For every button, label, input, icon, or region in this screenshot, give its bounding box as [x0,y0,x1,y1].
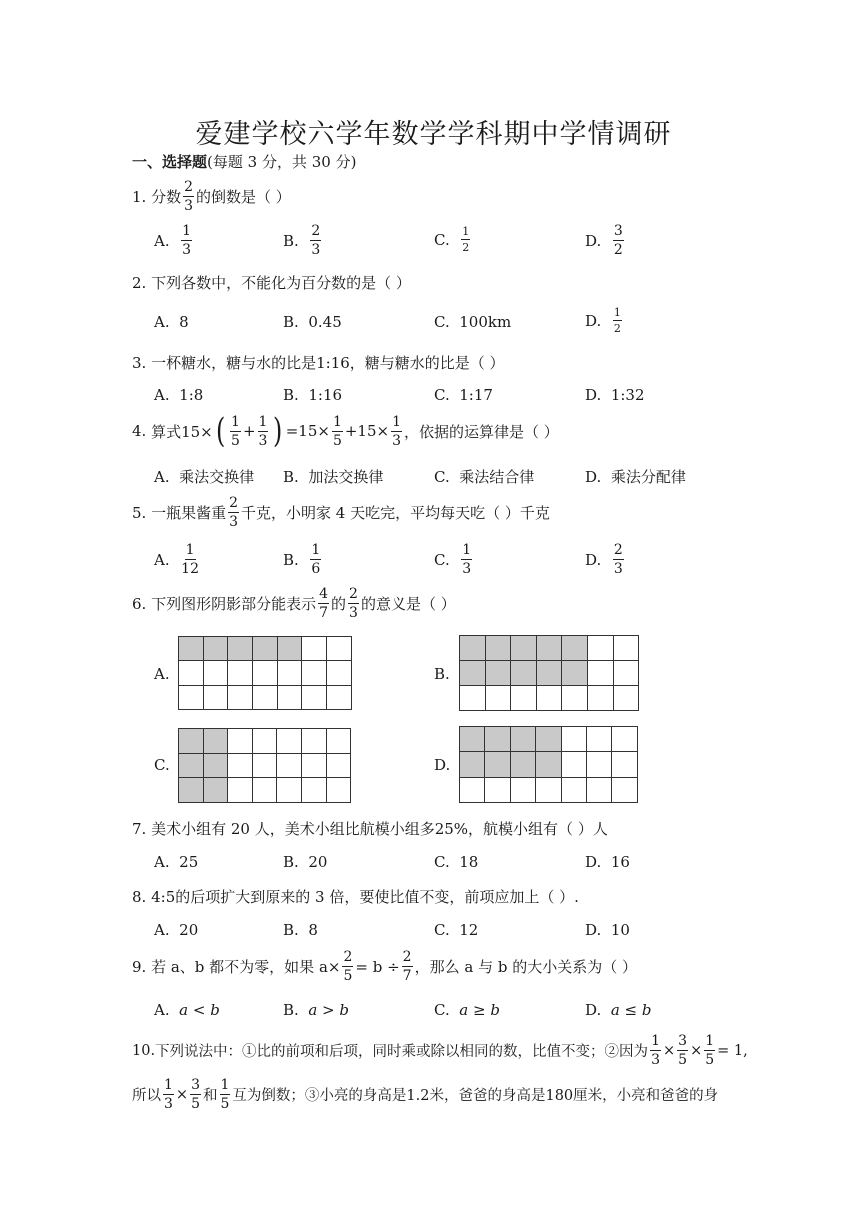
grid-cell [179,686,204,710]
section-note: (每题 3 分，共 30 分) [207,153,357,171]
option-c[interactable]: C. $\frac{1}{2}$ [434,225,470,254]
option-a[interactable]: A. [154,665,170,683]
shaded-cell [204,637,229,661]
left-paren: ( [215,411,226,451]
question-text: 4:5的后项扩大到原来的 3 倍，要使比值不变，前项应加上（ ）. [151,888,579,906]
question-text: 下列各数中，不能化为百分数的是（ ） [151,274,411,292]
grid-cell [536,778,561,803]
shaded-cell [486,661,512,686]
question-text: 分数 [151,188,182,206]
question-text: 若 a、b 都不为零，如果 a× [151,958,341,976]
question-6: 6. 下列图形阴影部分能表示 $\frac{4}{7}$ 的 $\frac{2}{3}$ 的意义是（ ） [132,586,456,621]
option-b[interactable]: B. $\frac{2}{3}$ [283,223,321,258]
fraction: $\frac{2}{3}$ [184,179,194,214]
option-c[interactable]: C. 18 [434,853,479,871]
shaded-cell [485,727,510,752]
grid-cell [327,661,352,685]
option-b[interactable]: B. 加法交换律 [283,467,384,486]
shaded-cell [536,752,561,777]
grid-figure-d [459,726,638,803]
option-d[interactable]: D. [434,756,451,774]
grid-cell [587,752,612,777]
grid-cell [511,778,536,803]
shaded-cell [204,729,229,754]
grid-cell [278,686,303,710]
grid-cell [228,754,253,779]
grid-cell [253,754,278,779]
grid-cell [587,727,612,752]
grid-cell [253,729,278,754]
question-10: 10. 下列说法中：①比的前项和后项，同时乘或除以相同的数，比值不变；②因为 $\frac{1}{3}$ × $\frac{3}{5}$ × $\frac{1}{5}$ = 1, [132,1033,748,1068]
grid-cell [278,661,303,685]
question-7: 7. 美术小组有 20 人，美术小组比航模小组多25%，航模小组有（ ）人 [132,819,608,838]
grid-cell [302,778,327,803]
question-text: 下列图形阴影部分能表示 [151,595,317,613]
question-1 [132,180,291,213]
question-text: 一瓶果酱重 [151,504,227,522]
question-text: 一杯糖水，糖与水的比是1:16，糖与糖水的比是（ ） [151,354,505,372]
grid-cell [588,636,614,661]
option-d[interactable]: D. 16 [585,853,630,871]
grid-cell [277,729,302,754]
shaded-cell [460,661,486,686]
option-d[interactable]: D. $\frac{3}{2}$ [585,223,623,258]
grid-cell [327,637,352,661]
shaded-cell [253,637,278,661]
shaded-cell [460,636,486,661]
grid-cell [204,686,229,710]
grid-cell [614,686,640,711]
option-d[interactable]: D. 10 [585,921,630,939]
grid-cell [612,778,637,803]
grid-cell [588,661,614,686]
option-a[interactable]: A. 乘法交换律 [154,467,255,486]
grid-cell [302,729,327,754]
section-heading [132,151,356,172]
grid-cell [588,686,614,711]
grid-cell [460,686,486,711]
shaded-cell [511,752,536,777]
question-3: 3. 一杯糖水，糖与水的比是1:16，糖与糖水的比是（ ） [132,353,505,372]
grid-cell [327,729,352,754]
shaded-cell [562,661,588,686]
grid-cell [327,686,352,710]
shaded-cell [511,661,537,686]
grid-cell [612,752,637,777]
shaded-cell [537,636,563,661]
option-b[interactable]: B. 0.45 [283,313,342,331]
option-d[interactable]: D. a ≤ b [585,1001,652,1019]
shaded-cell [562,636,588,661]
shaded-cell [204,778,229,803]
grid-cell [562,686,588,711]
option-a[interactable]: A. a < b [154,1001,220,1019]
option-d[interactable]: D. $\frac{1}{2}$ [585,306,621,335]
grid-cell [327,778,352,803]
right-paren: ) [273,411,283,451]
question-text: ，依据的运算律是（ ） [404,422,559,441]
question-10-continued: 所以 $\frac{1}{3}$ × $\frac{3}{5}$ 和 $\frac{1}{5}$ 互为倒数；③小亮的身高是1.2米，爸爸的身高是180厘米，小亮和爸爸的身 [132,1077,719,1112]
question-number: 1. [132,187,147,206]
question-8: 8. 4:5的后项扩大到原来的 3 倍，要使比值不变，前项应加上（ ）. [132,887,579,906]
option-c[interactable]: C. [154,756,170,774]
option-c[interactable]: C. 1:17 [434,386,493,404]
option-d[interactable]: D. 乘法分配律 [585,467,686,486]
shaded-cell [511,636,537,661]
option-c[interactable]: C. a ≥ b [434,1001,500,1019]
grid-figure-a [178,636,352,710]
shaded-cell [179,754,204,779]
question-2: 2. 下列各数中，不能化为百分数的是（ ） [132,273,411,292]
grid-cell [612,727,637,752]
question-4: 4. 算式15× ( $\frac{1}{5}$ + $\frac{1}{3}$ ) =15× $\frac{1}{5}$ +15× $\frac{1}{3}$ ，依据的运算律是（ ） [132,411,559,451]
question-text: 算式15× [151,422,213,441]
option-c[interactable]: C. $\frac{1}{3}$ [434,542,472,577]
option-a[interactable]: A. $\frac{1}{3}$ [154,223,192,258]
shaded-cell [537,661,563,686]
question-text: 的意义是（ ） [360,595,456,613]
option-b[interactable]: B. 8 [283,921,318,939]
question-text: 互为倒数；③小亮的身高是1.2米，爸爸的身高是180厘米，小亮和爸爸的身 [232,1088,719,1104]
grid-cell [179,661,204,685]
grid-cell [302,754,327,779]
grid-cell [460,778,485,803]
grid-cell [302,637,327,661]
question-9: 9. 若 a、b 都不为零，如果 a× $\frac{2}{5}$ = b ÷ $\frac{2}{7}$ ，那么 a 与 b 的大小关系为（ ） [132,949,637,984]
question-5: 5. 一瓶果酱重 $\frac{2}{3}$ 千克，小明家 4 天吃完，平均每天吃（ ）千克 [132,495,550,530]
grid-cell [253,661,278,685]
option-b[interactable]: B. $\frac{1}{6}$ [283,542,321,577]
question-text: 下列说法中：①比的前项和后项，同时乘或除以相同的数，比值不变；②因为 [155,1044,649,1060]
option-b[interactable]: B. a > b [283,1001,349,1019]
grid-cell [327,754,352,779]
grid-cell [228,661,253,685]
grid-cell [486,686,512,711]
grid-cell [485,778,510,803]
grid-cell [277,778,302,803]
page-title: 爱建学校六学年数学学科期中学情调研 [195,119,672,150]
question-text: 千克，小明家 4 天吃完，平均每天吃（ ）千克 [241,504,550,522]
option-d[interactable]: D. $\frac{2}{3}$ [585,542,623,577]
grid-cell [614,661,640,686]
shaded-cell [485,752,510,777]
option-a[interactable]: A. 20 [154,921,199,939]
grid-cell [537,686,563,711]
grid-figure-b [459,635,639,711]
grid-cell [614,636,640,661]
option-b[interactable]: B. 1:16 [283,386,343,404]
grid-cell [302,686,327,710]
option-c[interactable]: C. 12 [434,921,479,939]
option-a[interactable]: A. 8 [154,313,189,331]
section-title: 一、选择题 [132,153,208,171]
shaded-cell [536,727,561,752]
grid-cell [302,661,327,685]
shaded-cell [179,637,204,661]
grid-cell [204,661,229,685]
grid-cell [228,778,253,803]
option-b[interactable]: B. [434,665,450,683]
option-a[interactable]: A. 25 [154,853,199,871]
shaded-cell [460,727,485,752]
grid-cell [587,778,612,803]
grid-figure-c [178,728,351,803]
option-a[interactable]: A. 1:8 [154,386,204,404]
shaded-cell [204,754,229,779]
grid-cell [277,754,302,779]
grid-cell [253,686,278,710]
option-c[interactable]: C. 100km [434,313,512,331]
question-text: ，那么 a 与 b 的大小关系为（ ） [414,958,637,976]
grid-cell [253,778,278,803]
option-b[interactable]: B. 20 [283,853,328,871]
option-c[interactable]: C. 乘法结合律 [434,467,535,486]
question-text: 的倒数是（ ） [196,188,291,206]
grid-cell [511,686,537,711]
grid-cell [228,686,253,710]
shaded-cell [278,637,303,661]
option-a[interactable]: A. $\frac{1}{12}$ [154,542,199,577]
shaded-cell [486,636,512,661]
shaded-cell [228,637,253,661]
option-d[interactable]: D. 1:32 [585,386,645,404]
shaded-cell [179,729,204,754]
grid-cell [562,778,587,803]
shaded-cell [179,778,204,803]
question-text: 美术小组有 20 人，美术小组比航模小组多25%，航模小组有（ ）人 [151,820,608,838]
grid-cell [562,727,587,752]
shaded-cell [460,752,485,777]
grid-cell [562,752,587,777]
grid-cell [228,729,253,754]
shaded-cell [511,727,536,752]
